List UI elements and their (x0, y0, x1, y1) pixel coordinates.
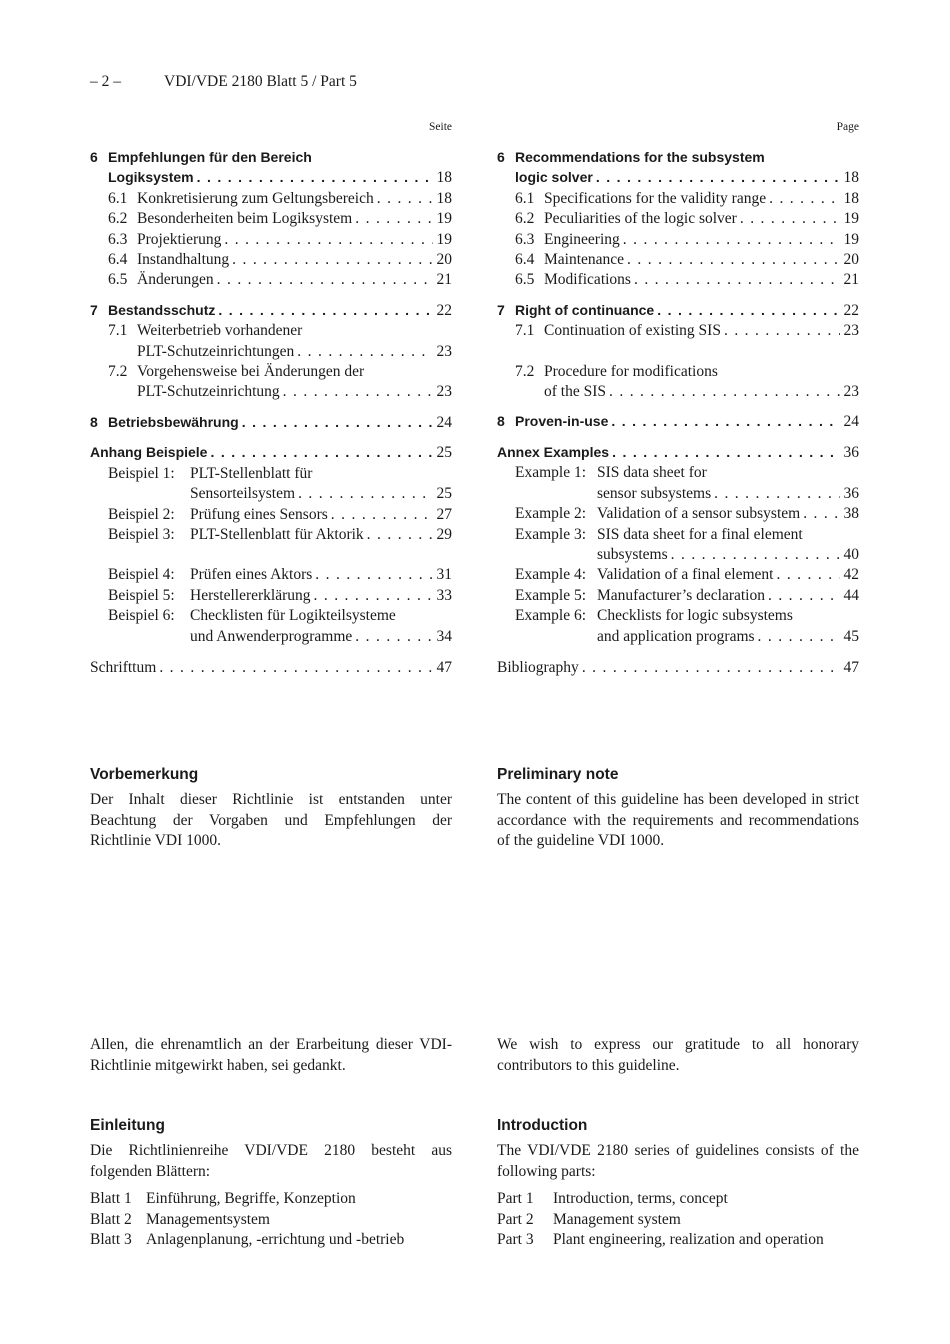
toc-example-1: Example 1: SIS data sheet for sensor subsystems . . . 36 (497, 463, 859, 504)
toc-annex: Anhang Beispiele . . . 25 (90, 442, 452, 463)
toc-example-4: Example 4: Validation of a final element . . . 42 (497, 565, 859, 585)
parts-list-item: Blatt 1 Einführung, Begriffe, Konzeption (90, 1190, 356, 1207)
toc-en (497, 147, 859, 678)
intro-heading-en: Introduction (497, 1117, 588, 1134)
thanks-text-de: Allen, die ehrenamtlich an der Erarbeitung dieser VDI-Richtlinie mitgewirkt haben, sei gedankt. (90, 1036, 452, 1074)
toc-example-3: Example 3: SIS data sheet for a final element subsystems . . . 40 (497, 525, 859, 566)
toc-example-1: Beispiel 1: PLT-Stellenblatt für Sensorteilsystem . . . 25 (90, 464, 452, 505)
toc-section-6-3: 6.3 Engineering . . . 19 (497, 230, 859, 250)
toc-section-6-4: 6.4 Instandhaltung . . . 20 (90, 250, 452, 270)
toc-section-6-1: 6.1 Specifications for the validity range . . . 18 (497, 189, 859, 209)
toc-example-2: Beispiel 2: Prüfung eines Sensors . . . 27 (90, 505, 452, 525)
toc-section-6-2: 6.2 Peculiarities of the logic solver . . . 19 (497, 209, 859, 229)
toc-example-3: Beispiel 3: PLT-Stellenblatt für Aktorik . . . 29 (90, 525, 452, 545)
prelim-heading-en: Preliminary note (497, 766, 619, 783)
toc-chapter-8: 8 Betriebsbewährung . . . 24 (90, 412, 452, 433)
parts-list-item: Part 1 Introduction, terms, concept (497, 1190, 728, 1207)
parts-list-de (90, 1189, 452, 1251)
toc-example-2: Example 2: Validation of a sensor subsystem . . . 38 (497, 504, 859, 524)
toc-example-4: Beispiel 4: Prüfen eines Aktors . . . 31 (90, 565, 452, 585)
toc-section-7-1: 7.1 Continuation of existing SIS . . . 23 (497, 321, 859, 341)
prelim-text-de: Der Inhalt dieser Richtlinie ist entstanden unter Beachtung der Vorgaben und Empfehlungen der Richtlinie VDI 1000. (90, 791, 452, 849)
page-number: – 2 – (90, 73, 121, 90)
parts-list-item: Blatt 2 Managementsystem (90, 1210, 270, 1228)
toc-section-6-4: 6.4 Maintenance . . . 20 (497, 250, 859, 270)
toc-chapter-6: 6 Empfehlungen für den Bereich Logiksystem . . . 18 (90, 147, 452, 189)
toc-chapter-8: 8 Proven-in-use . . . 24 (497, 411, 859, 432)
thanks-text-en: We wish to express our gratitude to all honorary contributors to this guideline. (497, 1036, 859, 1074)
intro-text-en: The VDI/VDE 2180 series of guidelines consists of the following parts: (497, 1142, 859, 1180)
toc-bibliography: Schrifttum . . . 47 (90, 658, 452, 678)
parts-list-item: Blatt 3 Anlagenplanung, -errichtung und -betrieb (90, 1231, 405, 1248)
intro-text-de: Die Richtlinienreihe VDI/VDE 2180 besteht aus folgenden Blättern: (90, 1142, 452, 1180)
toc-example-5: Beispiel 5: Herstellererklärung . . . 33 (90, 586, 452, 606)
toc-section-7-2: 7.2 Vorgehensweise bei Änderungen der PLT-Schutzeinrichtung . . . 23 (90, 362, 452, 403)
parts-list-item: Part 2 Management system (497, 1210, 681, 1228)
toc-example-6: Beispiel 6: Checklisten für Logikteilsysteme und Anwenderprogramme . . . 34 (90, 606, 452, 647)
intro-heading-de: Einleitung (90, 1117, 165, 1134)
prelim-heading-de: Vorbemerkung (90, 766, 199, 783)
toc-section-6-2: 6.2 Besonderheiten beim Logiksystem . . . 19 (90, 209, 452, 229)
toc-section-6-1: 6.1 Konkretisierung zum Geltungsbereich . . . 18 (90, 189, 452, 209)
toc-example-6: Example 6: Checklists for logic subsystems and application programs . . . 45 (497, 606, 859, 647)
toc-de (90, 147, 452, 678)
toc-page-label-en: Page (836, 121, 859, 133)
toc-page-label-de: Seite (429, 121, 452, 133)
parts-list-en (497, 1189, 859, 1251)
toc-chapter-7: 7 Bestandsschutz . . . 22 (90, 300, 452, 321)
prelim-text-en: The content of this guideline has been developed in strict accordance with the requirements and recommendations of the guideline VDI 1000. (497, 791, 859, 849)
toc-section-6-5: 6.5 Modifications . . . 21 (497, 270, 859, 290)
toc-annex: Annex Examples . . . 36 (497, 442, 859, 463)
parts-list-item: Part 3 Plant engineering, realization and operation (497, 1231, 824, 1248)
document-title: VDI/VDE 2180 Blatt 5 / Part 5 (164, 73, 357, 90)
toc-section-7-2: 7.2 Procedure for modifications of the SIS . . . 23 (497, 362, 859, 403)
toc-example-5: Example 5: Manufacturer’s declaration . . . 44 (497, 586, 859, 606)
toc-section-7-1: 7.1 Weiterbetrieb vorhandener PLT-Schutzeinrichtungen . . . 23 (90, 321, 452, 362)
toc-chapter-7: 7 Right of continuance . . . 22 (497, 300, 859, 321)
toc-section-6-3: 6.3 Projektierung . . . 19 (90, 230, 452, 250)
toc-bibliography: Bibliography . . . 47 (497, 658, 859, 678)
toc-section-6-5: 6.5 Änderungen . . . 21 (90, 270, 452, 290)
page-header (90, 73, 357, 91)
toc-chapter-6: 6 Recommendations for the subsystem logic solver . . . 18 (497, 147, 859, 189)
